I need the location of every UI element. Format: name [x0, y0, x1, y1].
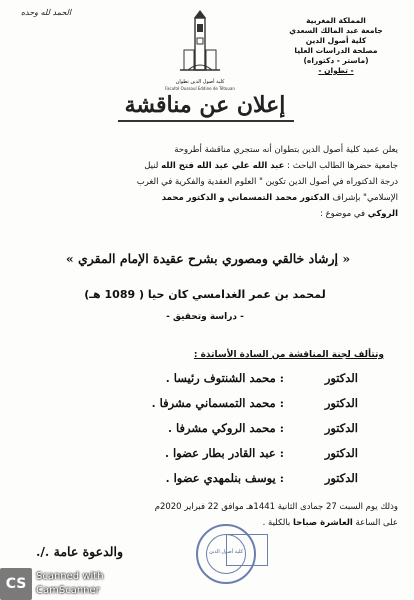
title-underline: [118, 120, 294, 122]
thesis-subject: « إرشاد خالقي ومصوري بشرح عقيدة الإمام المقري »: [65, 251, 351, 266]
logo-caption: كلية أصول الدين تطوان: [175, 79, 225, 85]
faculty-logo: [178, 10, 222, 84]
body-line-2: جامعية حضرها الطالب الباحث : عبد الله علي عبد الله فتح الله لنيل: [144, 161, 398, 171]
institution-header: [266, 16, 406, 76]
header-line: مصلحة الدراسات العليا: [294, 46, 378, 55]
invitation-note: والدعوة عامة ./.: [36, 544, 123, 559]
date-line: وذلك يوم السبت 27 جمادى الثانية 1441هـ موافق 22 فبراير 2020م: [154, 502, 398, 512]
committee-heading: وتتألف لجنة المناقشة من السادة الأساتذة :: [193, 350, 384, 360]
committee-member: الدكتور : عبد القادر بطار عضوا .: [164, 446, 358, 460]
camscanner-watermark: Scanned with CamScanner: [36, 571, 104, 596]
body-line-5: الروكي في موضوع :: [320, 209, 398, 219]
page-title: إعلان عن مناقشة: [124, 92, 286, 118]
official-stamp-rect: [226, 534, 268, 566]
supervisors: الدكتور محمد التمسماني و الدكتور محمد: [161, 193, 330, 203]
body-line-1: يعلن عميد كلية أصول الدين بتطوان أنه ستجري مناقشة أطروحة: [174, 145, 398, 155]
header-line: كلية أصول الدين: [305, 36, 367, 45]
student-name: عبد الله علي عبد الله فتح الله: [161, 161, 285, 171]
basmala: الحمد لله وحده: [20, 8, 72, 17]
camscanner-logo-icon: CS: [0, 568, 32, 600]
committee-member: الدكتور : محمد الروكي مشرفا .: [168, 421, 358, 435]
header-line: جامعة عبد المالك السعدي: [289, 26, 383, 35]
thesis-author: لمحمد بن عمر الغدامسي كان حيا ( 1089 هـ): [84, 288, 326, 301]
study-type: - دراسة وتحقيق -: [166, 312, 244, 322]
header-line: - تطوان -: [318, 66, 354, 75]
official-stamp: كلية أصول الدين: [196, 524, 256, 584]
header-line: (ماستر - دكتوراه): [303, 56, 369, 65]
committee-member: الدكتور : محمد الشنتوف رئيسا .: [165, 371, 358, 385]
body-line-4: الإسلامي" بإشراف الدكتور محمد التمسماني و الدكتور محمد: [161, 193, 398, 203]
logo-caption-en: Faculté Oussoul Eddine de Tétouan: [165, 86, 235, 91]
body-line-3: درجة الدكتوراه في أصول الدين تكوين " العلوم العقدية والفكرية في الغرب: [136, 177, 398, 187]
committee-member: الدكتور : محمد التمسماني مشرفا .: [151, 396, 358, 410]
committee-member: الدكتور : يوسف بنلمهدي عضوا .: [165, 471, 358, 485]
header-line: المملكة المغربية: [306, 16, 366, 25]
time-line: على الساعة العاشرة صباحا بالكلية .: [262, 518, 398, 528]
